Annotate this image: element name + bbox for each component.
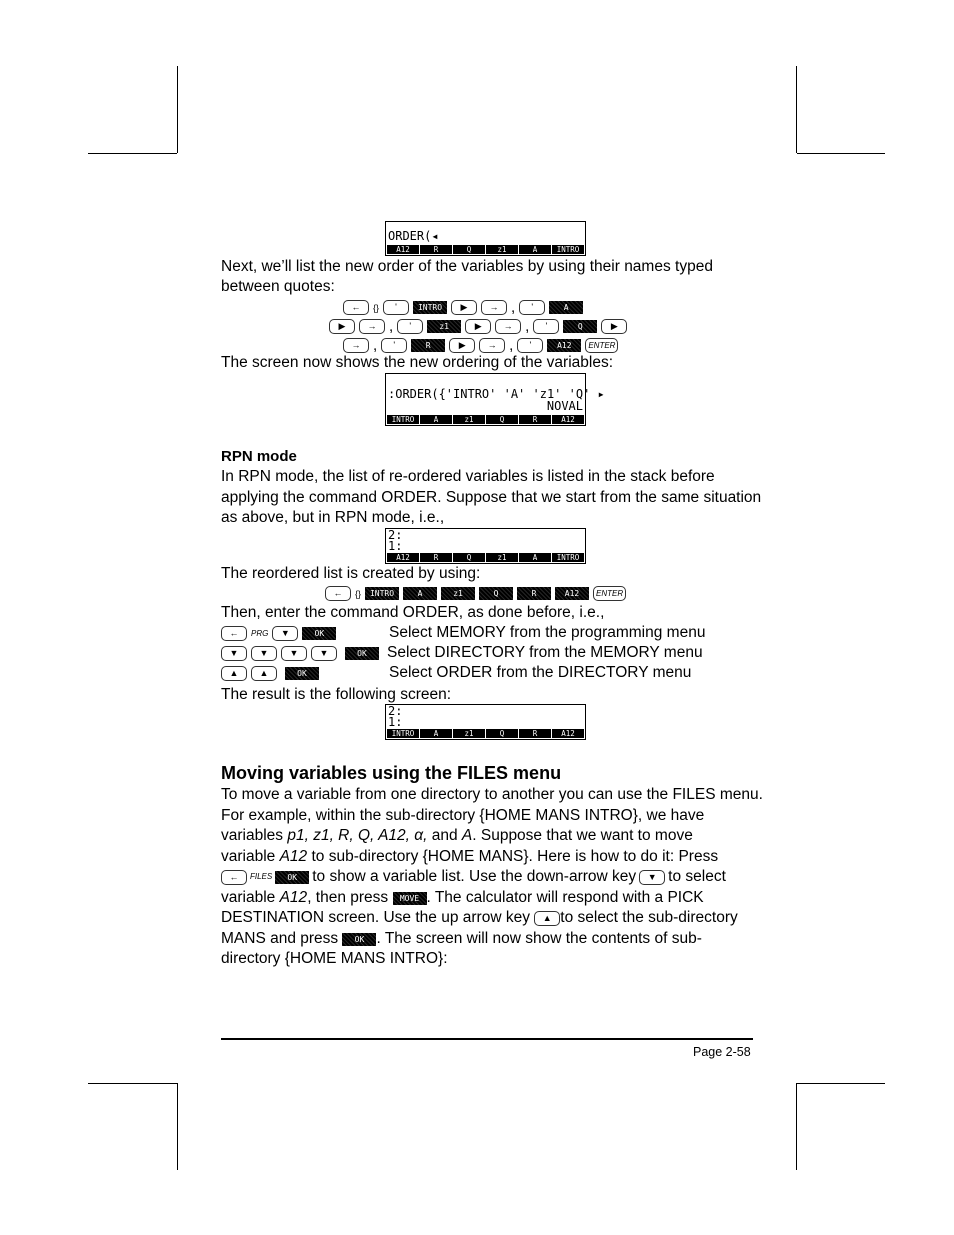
calculator-screen-order-full xyxy=(385,373,605,426)
right-arrow-key: ▶ xyxy=(465,319,491,334)
footer-rule xyxy=(221,1038,753,1040)
screen-line: :ORDER({'INTRO' 'A' 'z1' 'Q' ▸ xyxy=(388,387,605,401)
text-run: . The calculator will respond with a PICK xyxy=(426,889,704,906)
soft-key: A12 xyxy=(552,415,584,424)
soft-key: R xyxy=(517,587,551,600)
text-run: to show a variable list. Use the down-arrow key xyxy=(312,868,637,885)
up-arrow-key: ▲ xyxy=(251,666,277,681)
crop-mark xyxy=(177,1083,178,1170)
down-arrow-key: ▼ xyxy=(221,646,247,661)
calculator-screen-rpn-after xyxy=(385,704,586,740)
step-description: Select ORDER from the DIRECTORY menu xyxy=(389,664,692,681)
text-run: variable xyxy=(221,848,280,865)
section-heading: Moving variables using the FILES menu xyxy=(221,763,562,783)
soft-key: R xyxy=(411,339,445,352)
soft-key: Q xyxy=(479,587,513,600)
soft-key: A xyxy=(420,729,452,738)
soft-key: A12 xyxy=(387,553,419,562)
left-shift-key: ← xyxy=(221,626,247,641)
soft-key: A12 xyxy=(387,245,419,254)
paragraph-line xyxy=(221,929,702,949)
soft-key: R xyxy=(519,415,551,424)
right-shift-key: → xyxy=(479,338,505,353)
paragraph-line xyxy=(221,908,738,928)
down-arrow-key: ▼ xyxy=(272,626,298,641)
soft-key: INTRO xyxy=(552,553,584,562)
up-arrow-key: ▲ xyxy=(221,666,247,681)
screen-line: 1: xyxy=(388,715,403,729)
crop-mark xyxy=(88,153,177,154)
crop-mark xyxy=(177,66,178,153)
screen-line: 2: xyxy=(388,528,403,542)
text-run: and xyxy=(427,827,462,844)
paragraph-line: between quotes: xyxy=(221,278,335,295)
soft-key: Q xyxy=(486,415,518,424)
soft-key: INTRO xyxy=(387,729,419,738)
soft-key: z1 xyxy=(486,553,518,562)
separator: , xyxy=(511,299,516,316)
quote-key: ' xyxy=(397,319,423,334)
text-run: DESTINATION screen. Use the up arrow key xyxy=(221,909,530,926)
separator: , xyxy=(525,318,530,335)
step-description: Select MEMORY from the programming menu xyxy=(389,624,706,641)
crop-mark xyxy=(797,1083,885,1084)
paragraph-line xyxy=(221,847,718,867)
variable-name: A xyxy=(461,827,473,844)
key-label: {} xyxy=(373,302,380,313)
screen-line: ORDER(◂ xyxy=(388,229,439,243)
paragraph-line: applying the command ORDER. Suppose that we start from the same situation xyxy=(221,489,762,506)
crop-mark xyxy=(88,1083,177,1084)
paragraph-line: The reordered list is created by using: xyxy=(221,565,481,582)
paragraph-line: For example, within the sub-directory {HOME MANS INTRO}, we have xyxy=(221,807,705,824)
soft-key: OK xyxy=(285,667,319,680)
soft-key: A12 xyxy=(555,587,589,600)
up-arrow-key: ▲ xyxy=(534,911,560,926)
text-run: variable xyxy=(221,889,276,906)
quote-key: ' xyxy=(533,319,559,334)
paragraph-line xyxy=(221,867,726,887)
paragraph-line: The result is the following screen: xyxy=(221,686,452,703)
soft-key: z1 xyxy=(441,587,475,600)
soft-key: Q xyxy=(563,320,597,333)
soft-key: A xyxy=(519,553,551,562)
crop-mark xyxy=(796,1083,797,1170)
left-shift-key: ← xyxy=(343,300,369,315)
enter-key: ENTER xyxy=(585,338,618,353)
text-run: variables xyxy=(221,827,288,844)
soft-key: Q xyxy=(486,729,518,738)
step-description: Select DIRECTORY from the MEMORY menu xyxy=(387,644,703,661)
text-run: to select the sub-directory xyxy=(560,909,738,926)
calculator-screen-order-partial xyxy=(385,221,586,256)
soft-key: R xyxy=(519,729,551,738)
key-sequence-row xyxy=(325,586,626,601)
soft-key: z1 xyxy=(427,320,461,333)
soft-key: INTRO xyxy=(365,587,399,600)
text-run: to select xyxy=(668,868,726,885)
section-heading: RPN mode xyxy=(221,448,297,465)
soft-key: Q xyxy=(453,245,485,254)
soft-menu xyxy=(387,729,584,738)
paragraph-line: directory {HOME MANS INTRO}: xyxy=(221,950,448,967)
key-sequence-row xyxy=(343,337,618,354)
text-run: . The screen will now show the contents of sub- xyxy=(376,930,702,947)
paragraph-line: as above, but in RPN mode, i.e., xyxy=(221,509,445,526)
quote-key: ' xyxy=(383,300,409,315)
right-arrow-key: ▶ xyxy=(451,300,477,315)
soft-key: A xyxy=(420,415,452,424)
soft-menu xyxy=(387,245,584,254)
key-label: FILES xyxy=(250,872,273,881)
variable-name: A12 xyxy=(279,848,308,865)
soft-key: A xyxy=(403,587,437,600)
down-arrow-key: ▼ xyxy=(311,646,337,661)
down-arrow-key: ▼ xyxy=(639,870,665,885)
variable-list: p1, z1, R, Q, A12, α, xyxy=(287,827,428,844)
soft-key: OK xyxy=(345,647,379,660)
left-shift-key: ← xyxy=(221,870,247,885)
paragraph-line: Then, enter the command ORDER, as done before, i.e., xyxy=(221,604,605,621)
separator: , xyxy=(373,337,378,354)
paragraph-line xyxy=(221,826,693,846)
soft-key: A xyxy=(519,245,551,254)
step-keys xyxy=(221,626,336,641)
separator: , xyxy=(509,337,514,354)
text-run: MANS and press xyxy=(221,930,339,947)
key-label: {} xyxy=(355,588,362,599)
right-shift-key: → xyxy=(481,300,507,315)
key-sequence-row xyxy=(343,299,583,316)
down-arrow-key: ▼ xyxy=(281,646,307,661)
soft-key: A12 xyxy=(552,729,584,738)
soft-key: R xyxy=(420,245,452,254)
step-keys xyxy=(221,646,379,661)
down-arrow-key: ▼ xyxy=(251,646,277,661)
text-run: , then press xyxy=(307,889,389,906)
screen-line: 2: xyxy=(388,704,403,718)
separator: , xyxy=(389,318,394,335)
quote-key: ' xyxy=(381,338,407,353)
calculator-screen-rpn-before xyxy=(385,528,586,564)
soft-key: INTRO xyxy=(387,415,419,424)
right-shift-key: → xyxy=(359,319,385,334)
text-run: to sub-directory {HOME MANS}. Here is how to do it: Press xyxy=(307,848,719,865)
crop-mark xyxy=(797,153,885,154)
soft-key: R xyxy=(420,553,452,562)
screen-line: NOVAL xyxy=(546,399,583,413)
paragraph-line: Next, we’ll list the new order of the variables by using their names typed xyxy=(221,258,713,275)
right-shift-key: → xyxy=(343,338,369,353)
soft-key: INTRO xyxy=(552,245,584,254)
paragraph-line: To move a variable from one directory to another you can use the FILES menu. xyxy=(221,786,763,803)
soft-key: z1 xyxy=(453,729,485,738)
paragraph-line xyxy=(221,888,704,908)
page-number: Page 2-58 xyxy=(693,1045,751,1059)
right-arrow-key: ▶ xyxy=(601,319,627,334)
soft-key: A xyxy=(549,301,583,314)
screen-line: 1: xyxy=(388,539,403,553)
variable-name: A12 xyxy=(279,889,308,906)
enter-key: ENTER xyxy=(593,586,626,601)
soft-key: z1 xyxy=(486,245,518,254)
left-shift-key: ← xyxy=(325,586,351,601)
crop-mark xyxy=(796,66,797,153)
soft-menu xyxy=(387,553,584,562)
paragraph-line: In RPN mode, the list of re-ordered variables is listed in the stack before xyxy=(221,468,715,485)
soft-key: OK xyxy=(275,871,309,884)
soft-key: OK xyxy=(342,933,376,946)
soft-key: OK xyxy=(302,627,336,640)
soft-menu xyxy=(387,415,584,424)
soft-key: Q xyxy=(453,553,485,562)
soft-key: A12 xyxy=(547,339,581,352)
right-shift-key: → xyxy=(495,319,521,334)
right-arrow-key: ▶ xyxy=(449,338,475,353)
soft-key: INTRO xyxy=(413,301,447,314)
quote-key: ' xyxy=(517,338,543,353)
soft-key: MOVE xyxy=(393,892,427,905)
key-sequence-row xyxy=(329,318,627,335)
step-keys xyxy=(221,666,319,681)
right-arrow-key: ▶ xyxy=(329,319,355,334)
soft-key: z1 xyxy=(453,415,485,424)
quote-key: ' xyxy=(519,300,545,315)
paragraph-line: The screen now shows the new ordering of the variables: xyxy=(221,354,614,371)
text-run: . Suppose that we want to move xyxy=(472,827,693,844)
key-label: PRG xyxy=(251,629,269,638)
